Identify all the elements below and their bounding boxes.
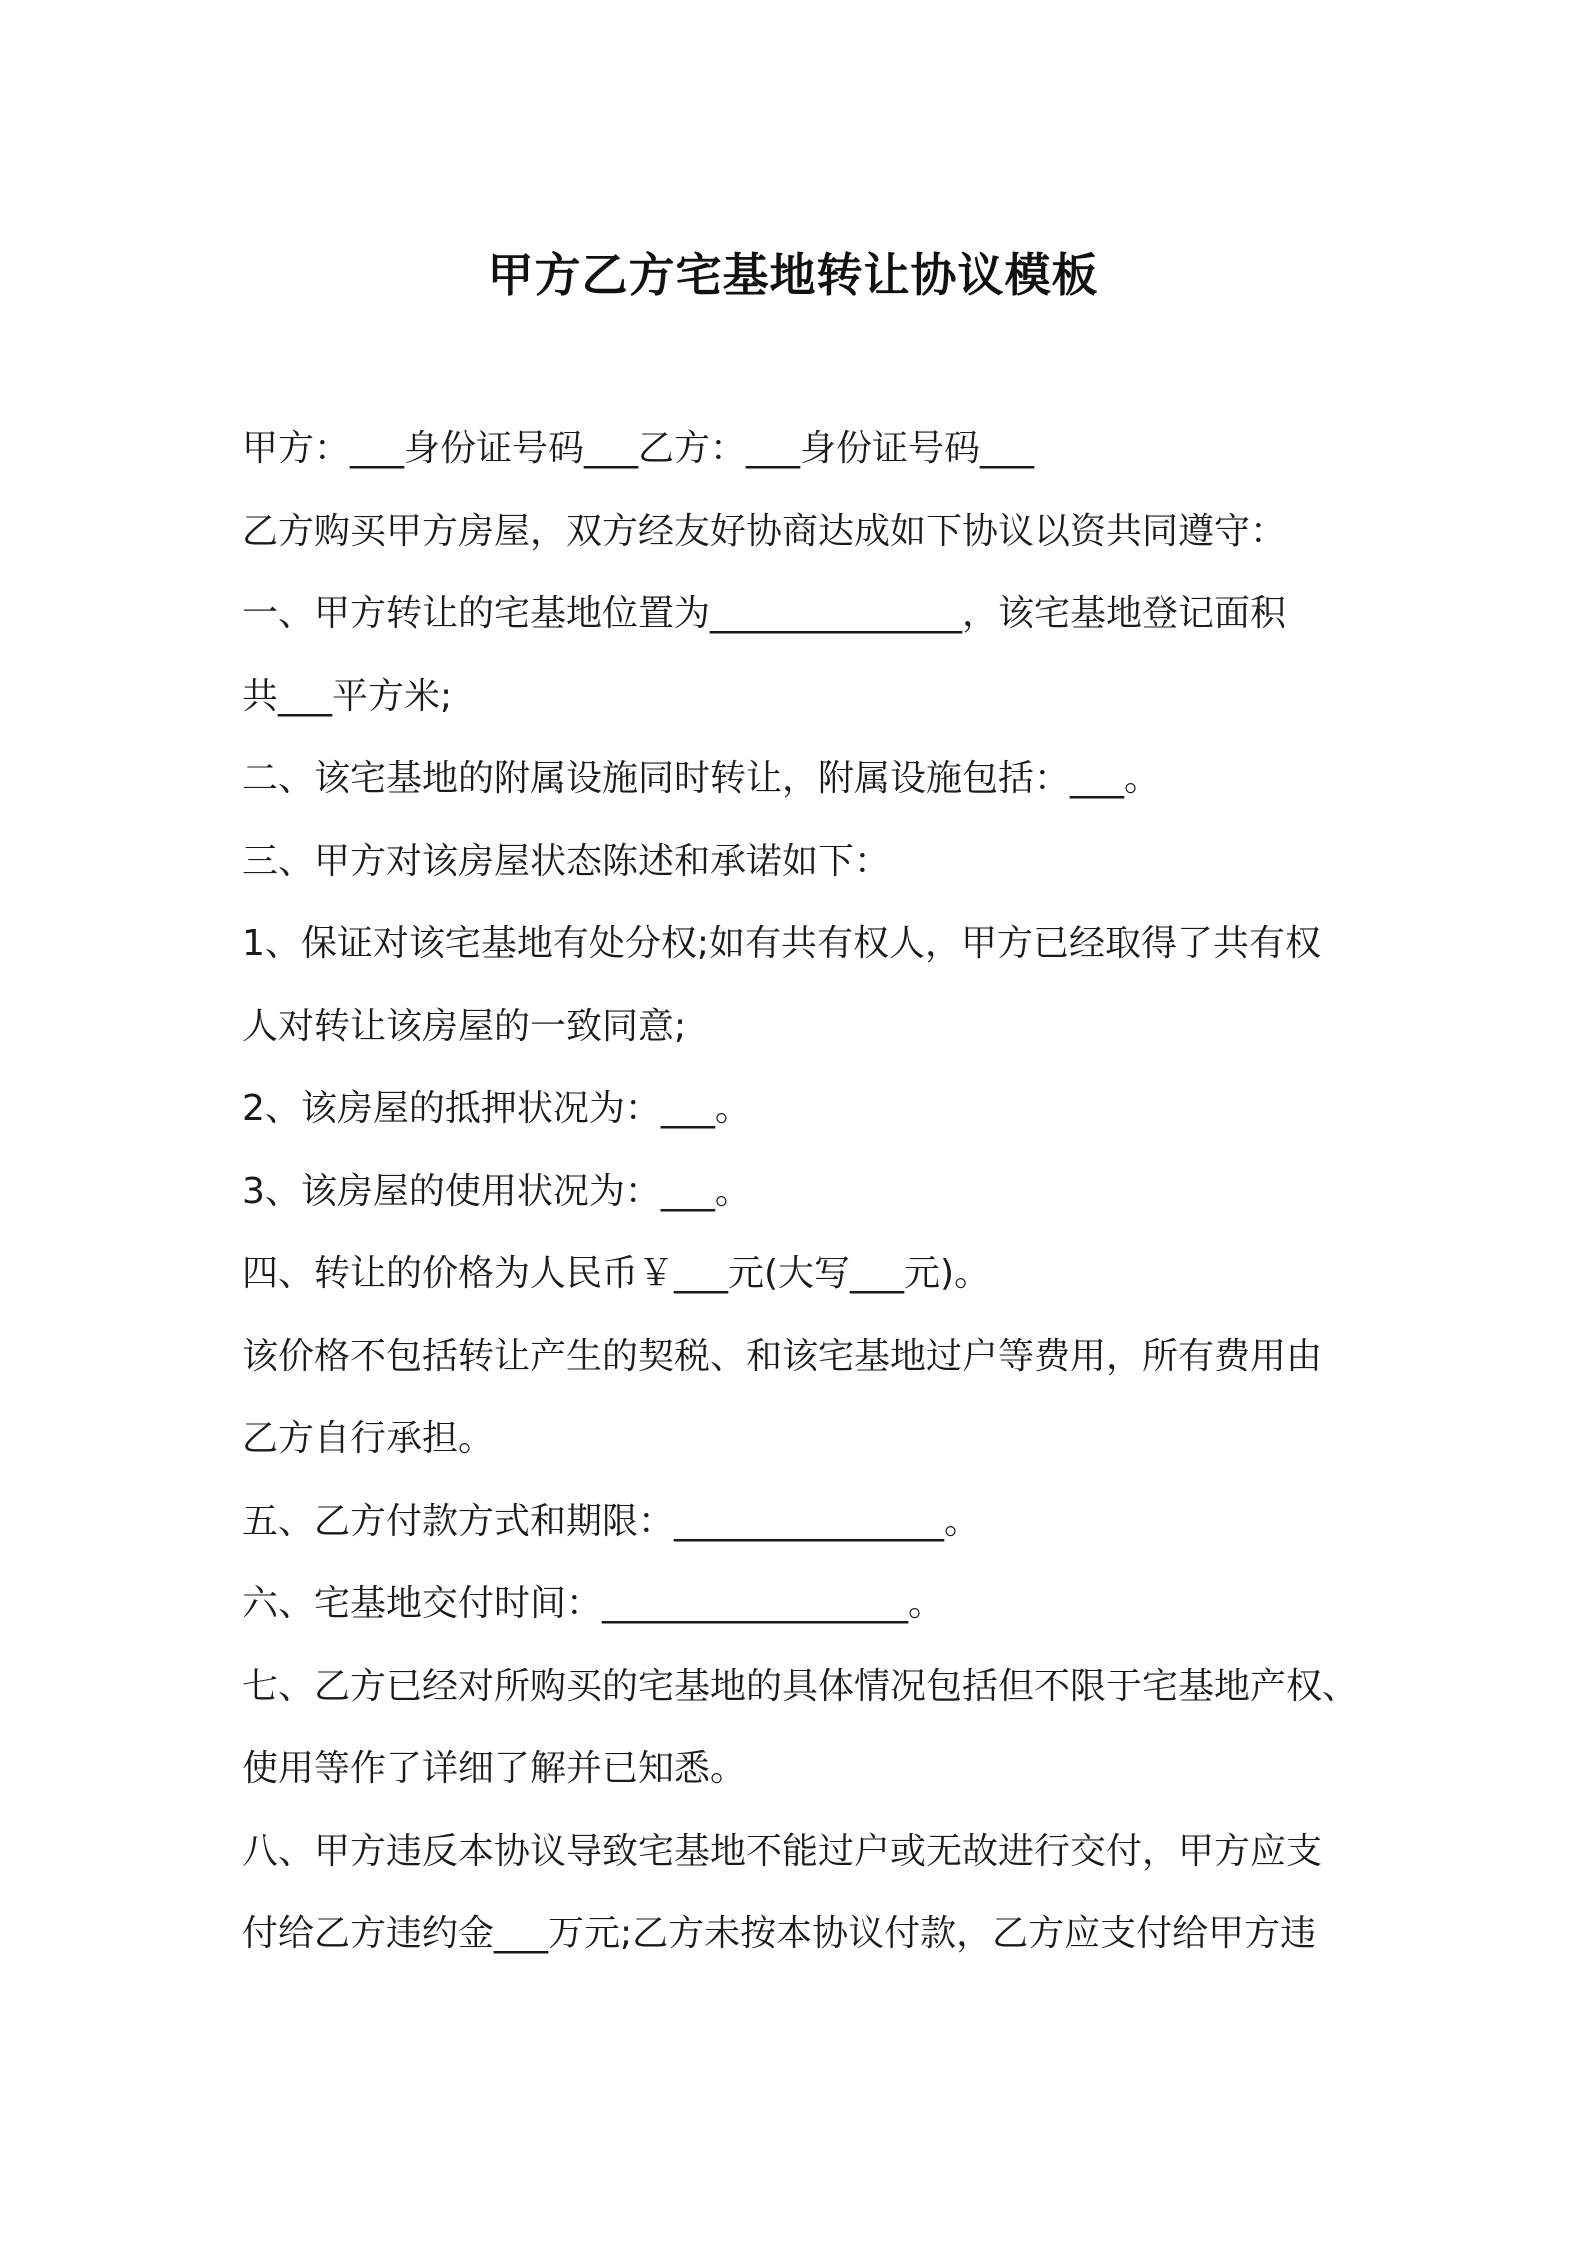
clause-8-line-2: 付给乙方违约金___万元;乙方未按本协议付款，乙方应支付给甲方违 — [242, 1913, 1317, 1954]
clause-6-line: 六、宅基地交付时间：_________________。 — [242, 1583, 945, 1624]
clause-3-item-1-line-2: 人对转让该房屋的一致同意; — [242, 1005, 687, 1047]
document-body — [242, 408, 1372, 1976]
clause-4-line: 四、转让的价格为人民币￥___元(大写___元)。 — [242, 1253, 991, 1294]
clause-7-line-2: 使用等作了详细了解并已知悉。 — [242, 1748, 747, 1789]
clause-5-line: 五、乙方付款方式和期限：_______________。 — [242, 1500, 981, 1542]
clause-7-line-1: 七、乙方已经对所购买的宅基地的具体情况包括但不限于宅基地产权、 — [242, 1665, 1359, 1707]
clause-2-line: 二、该宅基地的附属设施同时转让，附属设施包括：___。 — [242, 758, 1161, 799]
party-info-line: 甲方：___身份证号码___乙方：___身份证号码___ — [242, 428, 1035, 469]
clause-3-item-1-line-1: 1、保证对该宅基地有处分权;如有共有权人，甲方已经取得了共有权 — [242, 923, 1322, 964]
clause-1-line-1: 一、甲方转让的宅基地位置为______________，该宅基地登记面积 — [242, 593, 1287, 634]
clause-3-item-3: 3、该房屋的使用状况为：___。 — [242, 1170, 751, 1212]
clause-3-heading: 三、甲方对该房屋状态陈述和承诺如下： — [242, 840, 891, 882]
preamble-line: 乙方购买甲方房屋，双方经友好协商达成如下协议以资共同遵守： — [242, 510, 1287, 552]
document-title: 甲方乙方宅基地转让协议模板 — [487, 247, 1099, 302]
clause-4-note-line-2: 乙方自行承担。 — [242, 1418, 495, 1459]
clause-4-note-line-1: 该价格不包括转让产生的契税、和该宅基地过户等费用，所有费用由 — [242, 1335, 1323, 1377]
clause-1-line-2: 共___平方米; — [242, 675, 453, 717]
clause-8-line-1: 八、甲方违反本协议导致宅基地不能过户或无故进行交付，甲方应支 — [242, 1830, 1323, 1872]
clause-3-item-2: 2、该房屋的抵押状况为：___。 — [242, 1088, 751, 1129]
